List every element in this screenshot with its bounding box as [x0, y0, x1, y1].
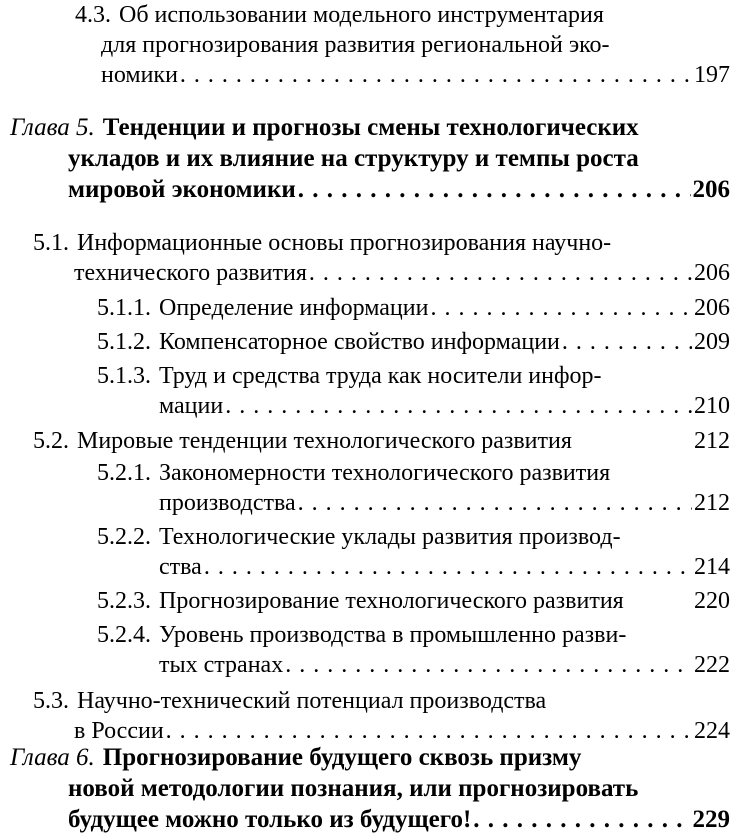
toc-line: [10, 742, 730, 773]
toc-line: [75, 30, 730, 60]
toc-line: [33, 686, 730, 716]
toc-line: [10, 112, 730, 143]
entry-title-line: для прогнозирования развития региональной эко-: [101, 32, 610, 58]
dot-leader: [473, 804, 690, 835]
toc-line: [33, 258, 730, 288]
toc-line: [97, 458, 730, 488]
section-number: 5.1.1.: [97, 295, 151, 321]
toc-line: [97, 391, 730, 421]
entry-title-line: в России: [74, 718, 164, 744]
toc-entry-5-1-2[interactable]: [97, 327, 730, 357]
toc-entry-4-3[interactable]: [75, 0, 730, 90]
entry-title-line: технического развития: [74, 260, 307, 286]
page-number: 212: [694, 490, 730, 516]
page-number: 209: [694, 329, 730, 355]
toc-entry-5-1-1[interactable]: [97, 293, 730, 323]
toc-line: [10, 773, 730, 804]
chapter-label: Глава 6.: [10, 744, 95, 771]
entry-title-line: Научно-технический потенциал производства: [77, 688, 547, 714]
toc-line: [97, 650, 730, 680]
chapter-label: Глава 5.: [10, 114, 95, 141]
chapter-title-line: будущее можно только из будущего!: [68, 806, 472, 833]
toc-line: [75, 0, 730, 30]
toc-chapter-6[interactable]: [10, 742, 730, 835]
entry-title-line: производства: [159, 490, 296, 516]
toc-line: [97, 552, 730, 582]
dot-leader: [562, 327, 692, 357]
dot-leader: [225, 391, 692, 421]
toc-line: [97, 620, 730, 650]
toc-line: [97, 586, 730, 616]
section-number: 5.2.2.: [97, 524, 151, 550]
chapter-title-line: Прогнозирование будущего сквозь призму: [102, 744, 582, 771]
toc-entry-5-1[interactable]: [33, 228, 730, 288]
chapter-title-line: Тенденции и прогнозы смены технологических: [102, 114, 639, 141]
toc-entry-5-2-2[interactable]: [97, 522, 730, 582]
toc-line: [97, 522, 730, 552]
dot-leader: [204, 552, 692, 582]
page-number: 212: [694, 428, 730, 454]
toc-line: [97, 327, 730, 357]
entry-title-line: Технологические уклады развития производ-: [159, 524, 621, 550]
entry-title-line: Об использовании модельного инструментария: [119, 2, 604, 28]
section-number: 5.1.2.: [97, 329, 151, 355]
section-number: 5.2.: [33, 428, 69, 454]
entry-title-line: номики: [101, 62, 178, 88]
entry-title-line: ства: [159, 554, 202, 580]
toc-chapter-5[interactable]: [10, 112, 730, 205]
dot-leader: [309, 258, 692, 288]
page-number: 197: [694, 62, 730, 88]
page-number: 214: [694, 554, 730, 580]
entry-title-line: тых странах: [159, 652, 284, 678]
entry-title-line: Труд и средства труда как носители инфор-: [159, 363, 602, 389]
section-number: 5.3.: [33, 688, 69, 714]
entry-title-line: мации: [159, 393, 224, 419]
section-number: 4.3.: [75, 2, 111, 28]
section-number: 5.2.3.: [97, 588, 151, 614]
dot-leader: [285, 650, 692, 680]
toc-entry-5-2[interactable]: [33, 426, 730, 456]
page-number: 206: [694, 295, 730, 321]
page-number: 224: [694, 718, 730, 744]
chapter-title-line: новой методологии познания, или прогнозировать: [68, 775, 639, 802]
page-number: 220: [694, 588, 730, 614]
page-number: 206: [692, 176, 730, 203]
entry-title-line: Компенсаторное свойство информации: [159, 329, 560, 355]
chapter-title-line: мировой экономики: [68, 176, 296, 203]
page-number: 206: [694, 260, 730, 286]
dot-leader: [430, 293, 692, 323]
toc-line: [97, 488, 730, 518]
dot-leader: [298, 488, 692, 518]
chapter-title-line: укладов и их влияние на структуру и темпы роста: [68, 145, 639, 172]
dot-leader: [298, 174, 691, 205]
toc-entry-5-3[interactable]: [33, 686, 730, 746]
entry-title-line: Прогнозирование технологического развития: [159, 588, 624, 614]
toc-entry-5-2-3[interactable]: [97, 586, 730, 616]
entry-title-line: Определение информации: [159, 295, 429, 321]
section-number: 5.1.3.: [97, 363, 151, 389]
toc-line: [10, 143, 730, 174]
toc-line: [75, 60, 730, 90]
toc-line: [33, 228, 730, 258]
toc-entry-5-2-1[interactable]: [97, 458, 730, 518]
entry-title-line: Мировые тенденции технологического развития: [77, 428, 572, 454]
toc-line: [97, 361, 730, 391]
toc-line: [10, 174, 730, 205]
dot-leader: [180, 60, 692, 90]
page-number: 222: [694, 652, 730, 678]
toc-line: [10, 804, 730, 835]
toc-line: [97, 293, 730, 323]
section-number: 5.1.: [33, 230, 69, 256]
toc-entry-5-2-4[interactable]: [97, 620, 730, 680]
section-number: 5.2.1.: [97, 460, 151, 486]
entry-title-line: Информационные основы прогнозирования научно-: [77, 230, 612, 256]
page-number: 229: [692, 806, 730, 833]
toc-line: [33, 426, 730, 456]
entry-title-line: Закономерности технологического развития: [159, 460, 611, 486]
toc-entry-5-1-3[interactable]: [97, 361, 730, 421]
section-number: 5.2.4.: [97, 622, 151, 648]
entry-title-line: Уровень производства в промышленно разви-: [159, 622, 627, 648]
page-number: 210: [694, 393, 730, 419]
